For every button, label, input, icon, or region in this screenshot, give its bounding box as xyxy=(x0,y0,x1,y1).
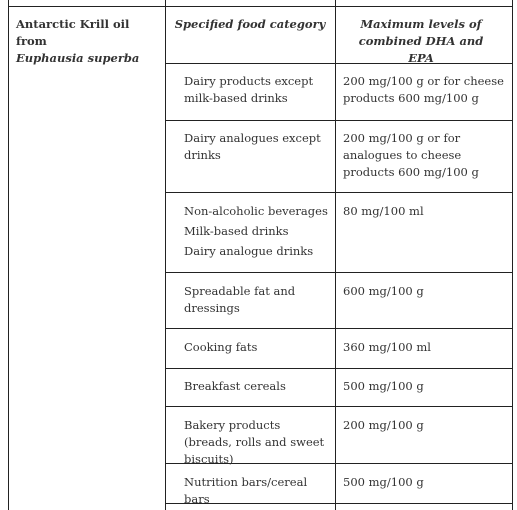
category-line: Milk-based drinks xyxy=(184,224,289,238)
category-line: Dairy analogue drinks xyxy=(184,244,314,258)
table-border-right xyxy=(512,0,513,510)
category-cell xyxy=(184,203,329,263)
substance-cell xyxy=(16,16,160,67)
row-divider xyxy=(165,328,513,329)
column-divider-2 xyxy=(335,0,336,510)
header-maximum-levels: Maximum levels of combined DHA and EPA xyxy=(358,17,484,65)
substance-species: Euphausia superba xyxy=(16,51,140,65)
level-cell: 200 mg/100 g or for analogues to cheese products 600 mg/100 g xyxy=(343,131,479,179)
substance-name: Antarctic Krill oil from xyxy=(16,17,130,48)
level-cell: 600 mg/100 g xyxy=(343,284,424,298)
category-cell: Nutrition bars/cereal bars xyxy=(184,475,308,506)
level-cell: 200 mg/100 g xyxy=(343,418,424,432)
row-divider xyxy=(165,192,513,193)
level-cell: 500 mg/100 g xyxy=(343,475,424,489)
category-cell: Breakfast cereals xyxy=(184,379,286,393)
level-cell: 500 mg/100 g xyxy=(343,379,424,393)
category-cell: Dairy products except milk-based drinks xyxy=(184,74,314,105)
category-cell: Bakery products (breads, rolls and sweet biscuits) xyxy=(184,418,325,466)
level-cell: 200 mg/100 g or for cheese products 600 mg/100 g xyxy=(343,74,504,105)
category-cell: Cooking fats xyxy=(184,340,258,354)
category-cell: Dairy analogues except drinks xyxy=(184,131,321,162)
table-border-top xyxy=(8,6,513,7)
header-specified-food-category: Specified food category xyxy=(174,17,326,31)
row-divider xyxy=(165,272,513,273)
column-divider-1 xyxy=(165,0,166,510)
table-border-left xyxy=(8,0,9,510)
row-divider xyxy=(165,120,513,121)
level-cell: 80 mg/100 ml xyxy=(343,204,424,218)
category-cell: Spreadable fat and dressings xyxy=(184,284,296,315)
level-cell: 360 mg/100 ml xyxy=(343,340,431,354)
row-divider xyxy=(165,368,513,369)
row-divider xyxy=(165,406,513,407)
category-line: Non-alcoholic beverages xyxy=(184,204,328,218)
